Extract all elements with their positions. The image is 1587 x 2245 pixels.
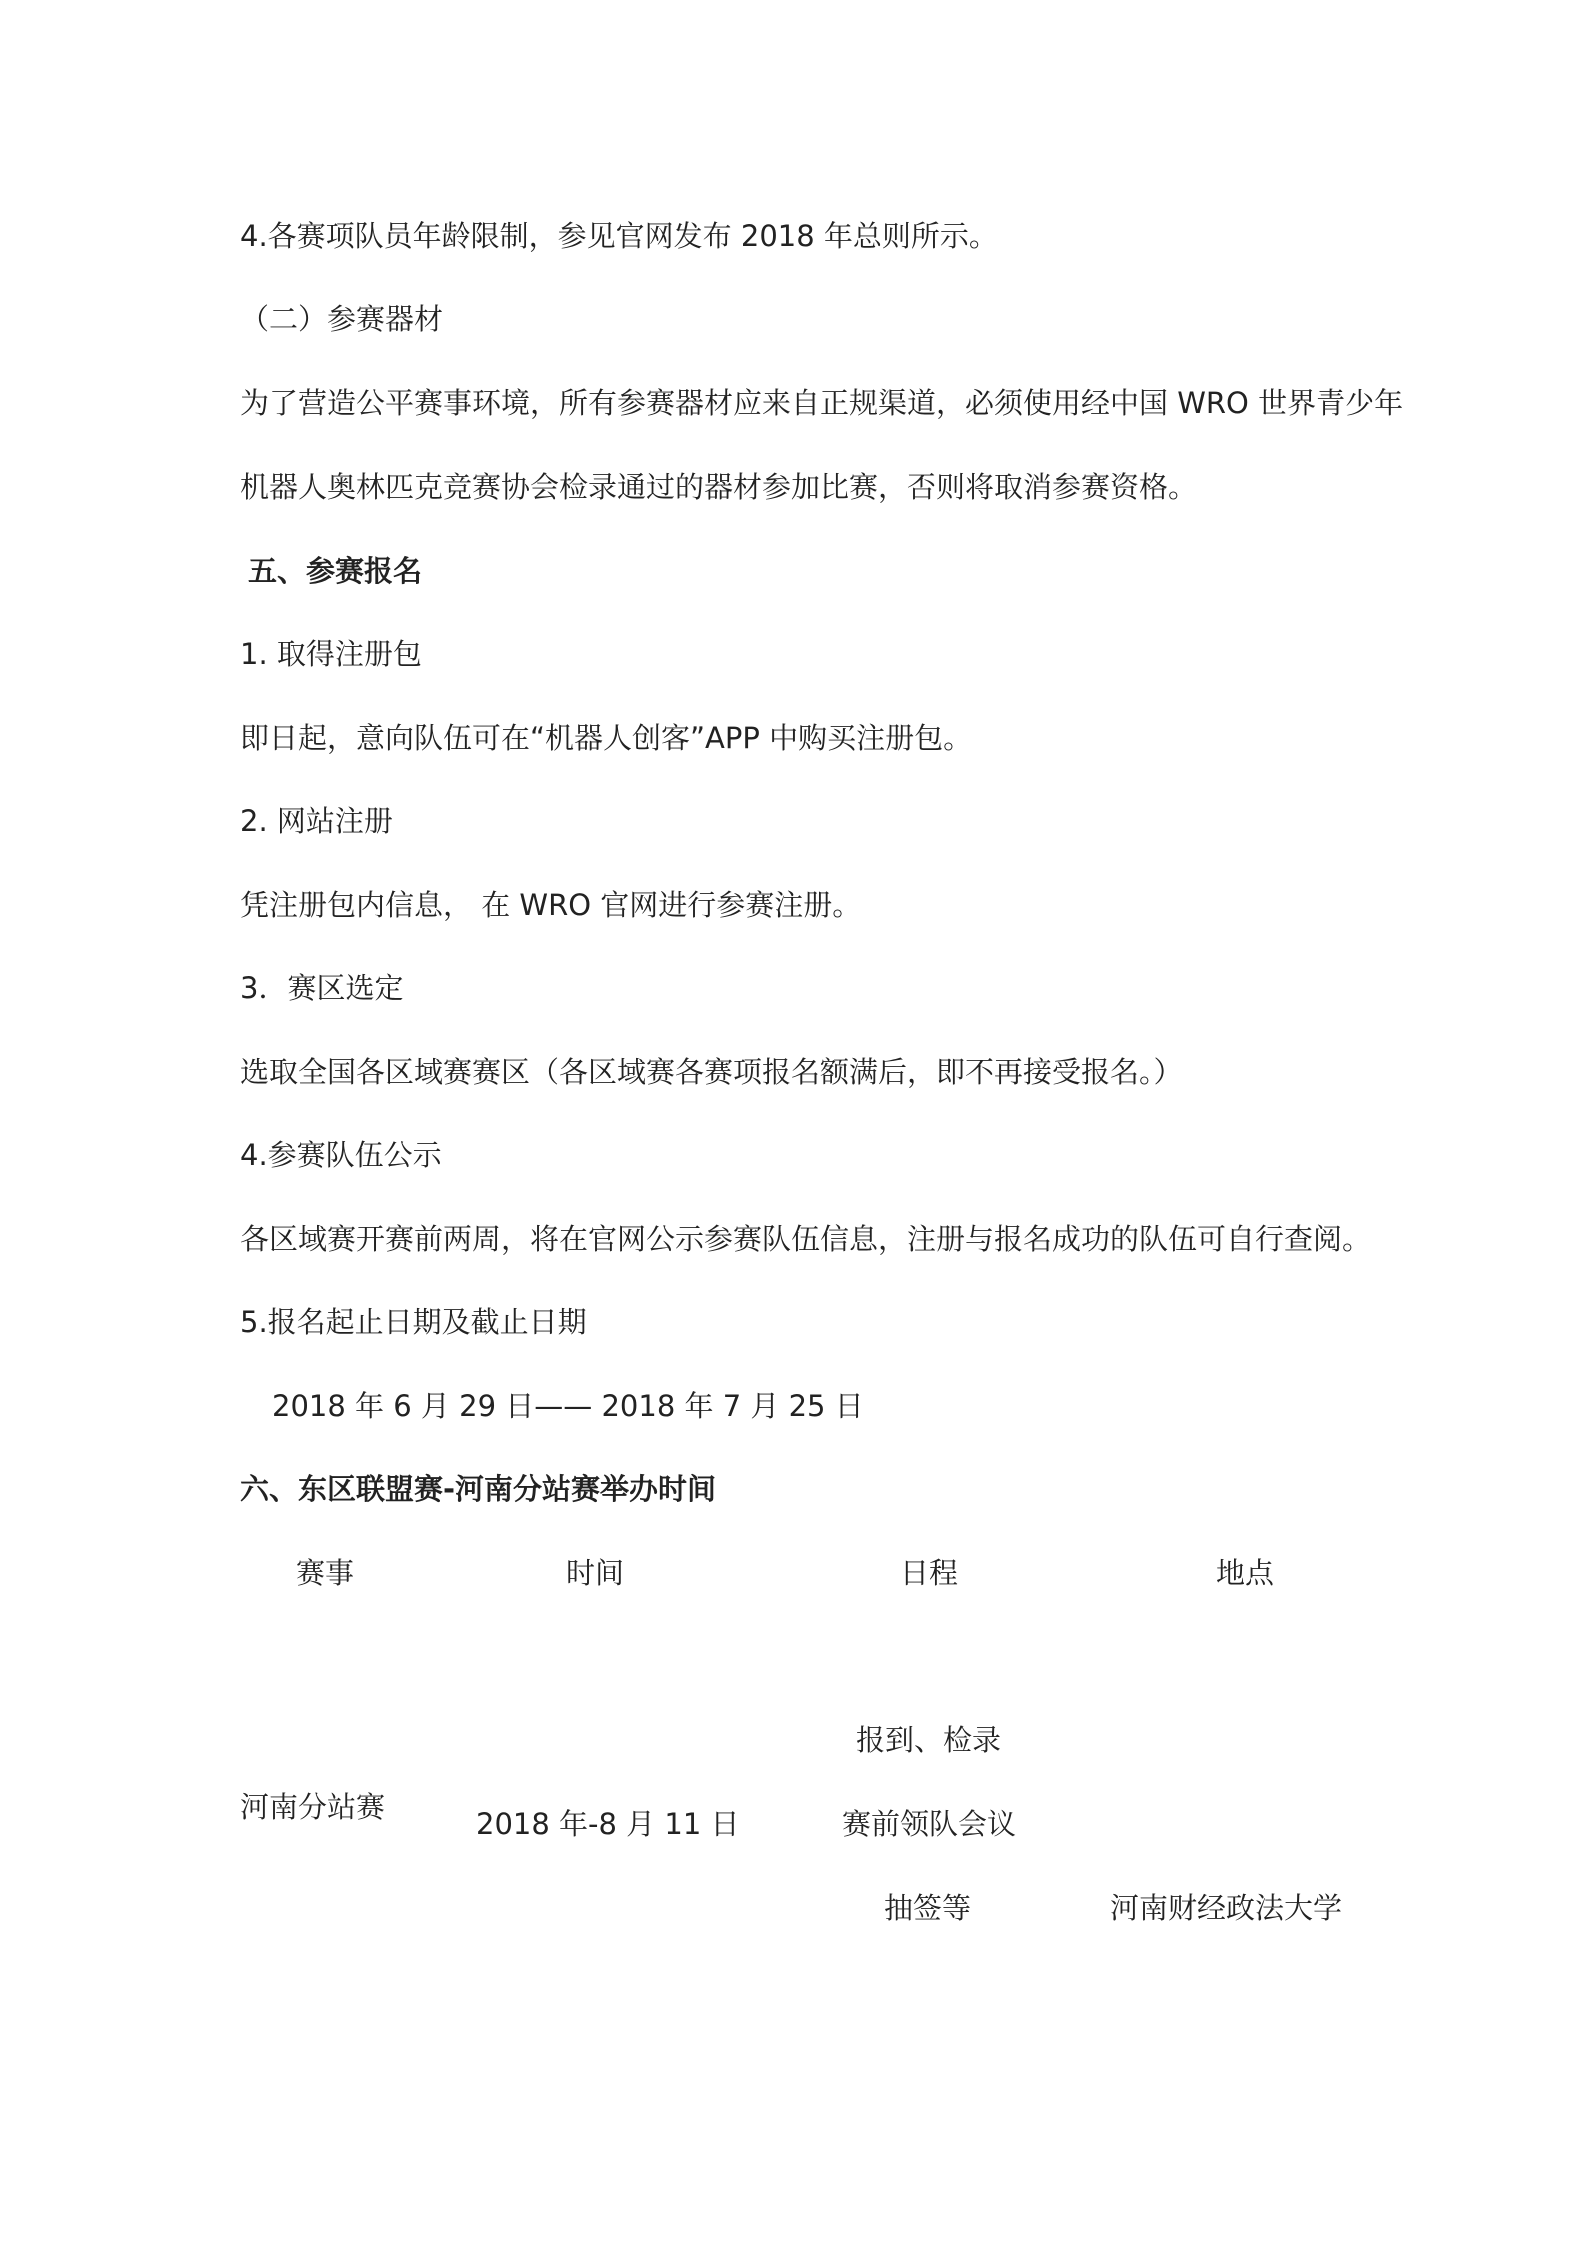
step4-text: 各区域赛开赛前两周，将在官网公示参赛队伍信息，注册与报名成功的队伍可自行查阅。	[240, 1222, 1372, 1256]
section6-heading: 六、东区联盟赛-河南分站赛举办时间	[240, 1472, 717, 1506]
equipment-text-line2: 机器人奥林匹克竞赛协会检录通过的器材参加比赛，否则将取消参赛资格。	[240, 470, 1198, 504]
step5-dates: 2018 年 6 月 29 日—— 2018 年 7 月 25 日	[272, 1389, 864, 1423]
equipment-text-line1: 为了营造公平赛事环境，所有参赛器材应来自正规渠道，必须使用经中国 WRO 世界青少年	[240, 386, 1404, 420]
schedule-item-checkin: 报到、检录	[856, 1723, 1002, 1757]
section5-heading: 五、参赛报名	[248, 554, 423, 588]
step3-title: 3．赛区选定	[240, 971, 404, 1005]
schedule-item-draw: 抽签等	[884, 1891, 972, 1925]
step4-title: 4.参赛队伍公示	[240, 1138, 442, 1172]
table-cell-time: 2018 年-8 月 11 日	[476, 1807, 740, 1841]
step3-text: 选取全国各区域赛赛区（各区域赛各赛项报名额满后，即不再接受报名。）	[240, 1055, 1183, 1089]
table-header-schedule: 日程	[900, 1556, 959, 1590]
table-header-location: 地点	[1216, 1556, 1275, 1590]
step5-title: 5.报名起止日期及截止日期	[240, 1305, 587, 1339]
table-cell-location: 河南财经政法大学	[1110, 1891, 1343, 1925]
schedule-item-meeting: 赛前领队会议	[842, 1807, 1017, 1841]
step1-text: 即日起，意向队伍可在“机器人创客”APP 中购买注册包。	[240, 721, 973, 755]
table-header-time: 时间	[566, 1556, 625, 1590]
equipment-subtitle: （二）参赛器材	[240, 302, 444, 336]
age-limit-item: 4.各赛项队员年龄限制，参见官网发布 2018 年总则所示。	[240, 219, 998, 253]
step2-title: 2. 网站注册	[240, 804, 393, 838]
table-cell-event: 河南分站赛	[240, 1790, 386, 1824]
step2-text: 凭注册包内信息， 在 WRO 官网进行参赛注册。	[240, 888, 862, 922]
table-header-event: 赛事	[296, 1556, 355, 1590]
step1-title: 1. 取得注册包	[240, 637, 422, 671]
